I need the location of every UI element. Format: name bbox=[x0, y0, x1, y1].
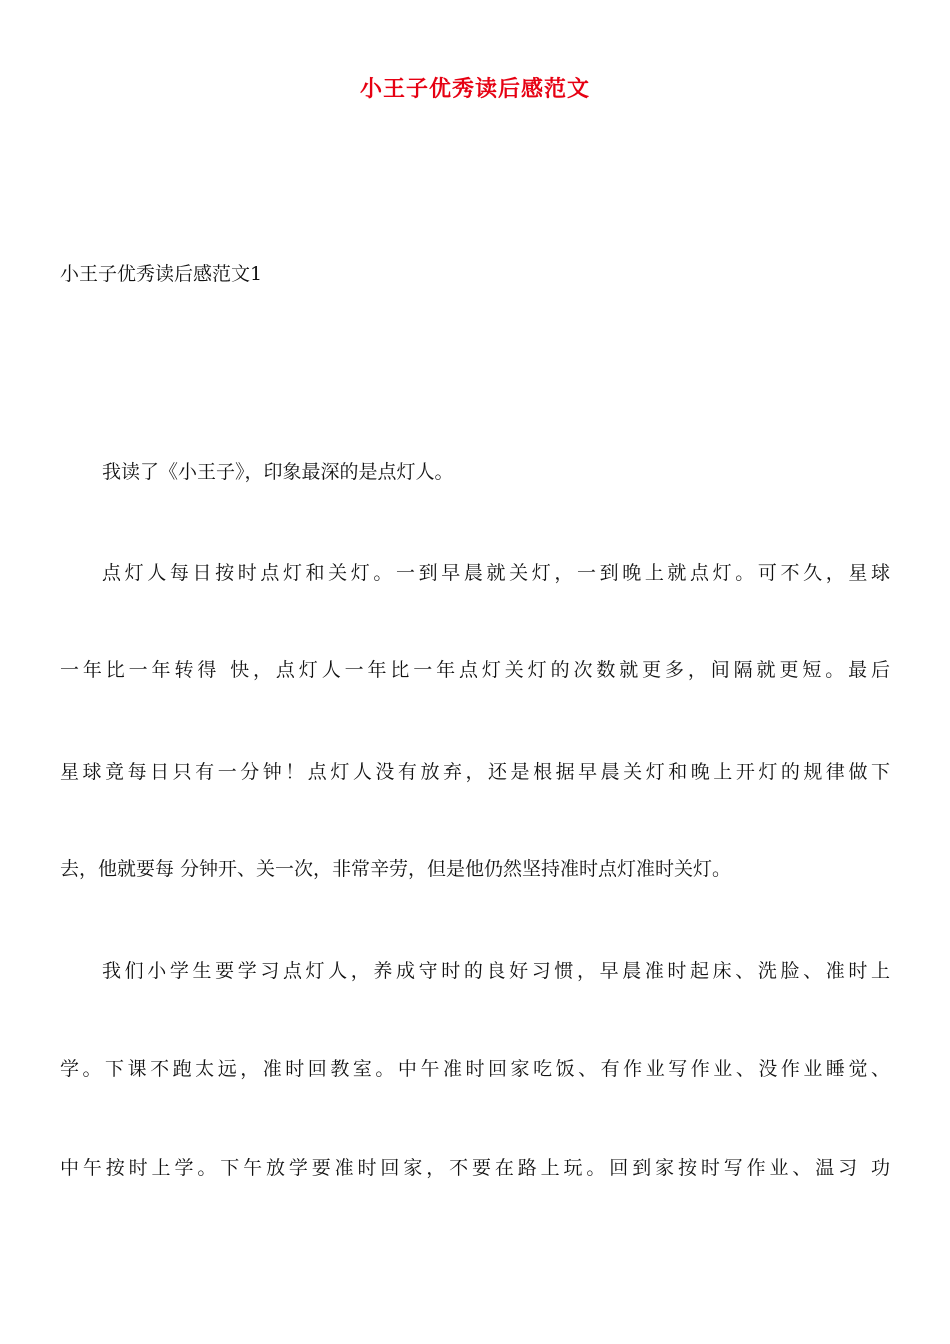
paragraph-line: 我读了《小王子》，印象最深的是点灯人。 bbox=[102, 461, 454, 483]
paragraph-line: 去，他就要每 分钟开、关一次，非常辛劳，但是他仍然坚持准时点灯准时关灯。 bbox=[60, 858, 732, 880]
paragraph-line: 点灯人每日按时点灯和关灯。一到早晨就关灯，一到晚上就点灯。可不久，星球 bbox=[102, 562, 890, 584]
paragraph-line: 学。下课不跑太远，准时回教室。中午准时回家吃饭、有作业写作业、没作业睡觉、 bbox=[60, 1058, 890, 1080]
paragraph-line: 一年比一年转得 快，点灯人一年比一年点灯关灯的次数就更多，间隔就更短。最后 bbox=[60, 659, 890, 681]
page-title: 小王子优秀读后感范文 bbox=[359, 77, 590, 102]
paragraph-line: 我们小学生要学习点灯人，养成守时的良好习惯，早晨准时起床、洗脸、准时上 bbox=[102, 960, 890, 982]
paragraph-line: 星球竟每日只有一分钟！点灯人没有放弃，还是根据早晨关灯和晚上开灯的规律做下 bbox=[60, 761, 890, 783]
paragraph-line: 中午按时上学。下午放学要准时回家，不要在路上玩。回到家按时写作业、温习 功 bbox=[60, 1157, 890, 1179]
section-heading: 小王子优秀读后感范文1 bbox=[60, 263, 263, 285]
